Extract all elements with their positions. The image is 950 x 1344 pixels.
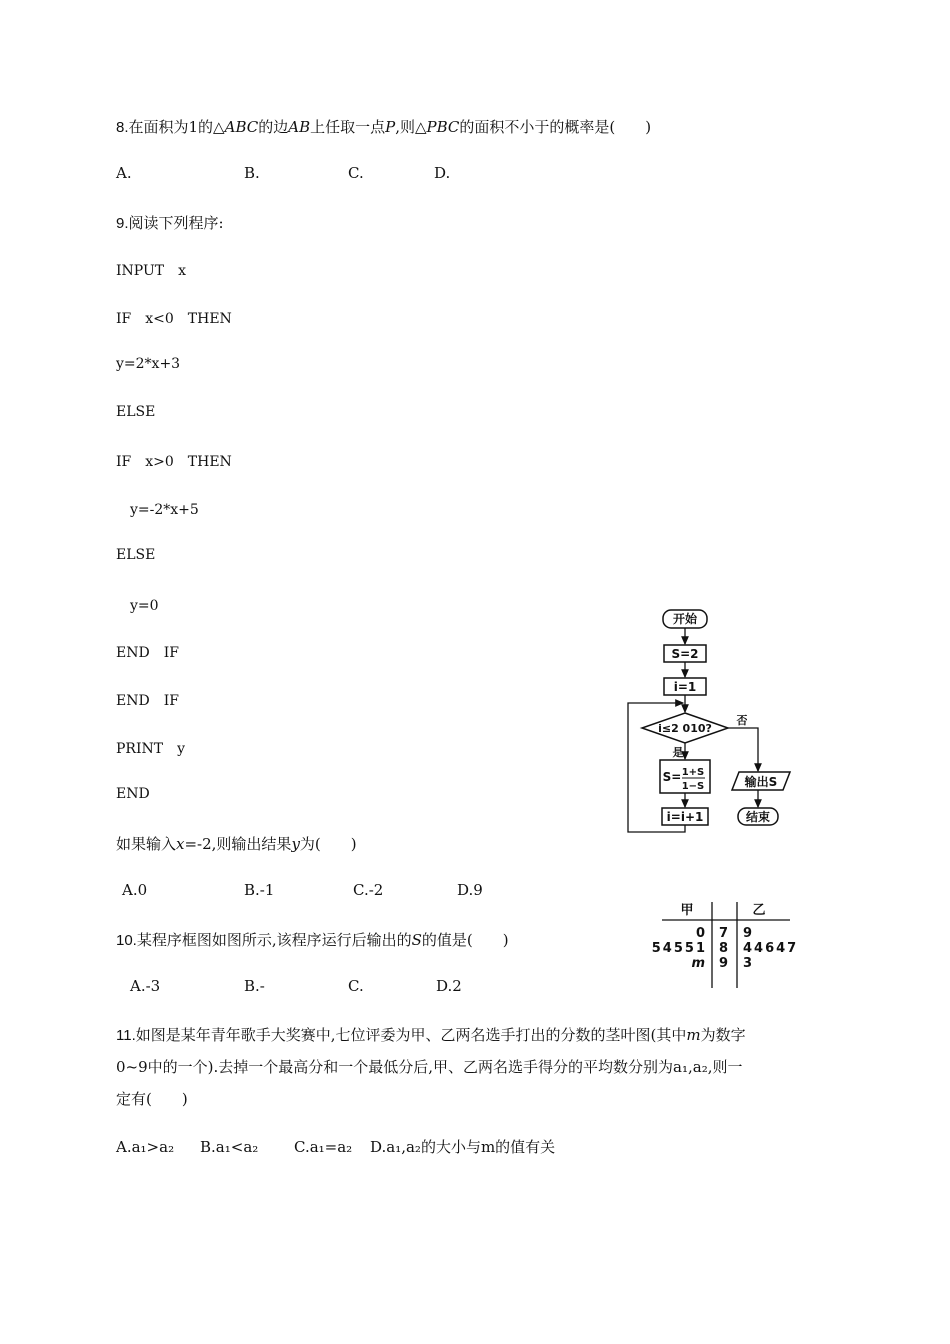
code-line: IF x<0 THEN (116, 311, 232, 327)
q9-number: 9. (116, 215, 129, 232)
code-line: END (116, 786, 150, 802)
flowchart-start-label: 开始 (672, 612, 698, 626)
flowchart-update-denominator: 1−S (681, 781, 705, 792)
q10-option-a: A.-3 (130, 977, 161, 995)
q9-question: 如果输入x=-2,则输出结果y为( ) (116, 835, 357, 853)
flowchart-yes-label: 是 (672, 746, 684, 759)
stem-leaf-stem: 8 (718, 941, 731, 956)
stem-leaf-header-left: 甲 (680, 903, 696, 918)
q9-option-d: D.9 (457, 881, 483, 899)
stem-leaf-right-leaves: 44647 (743, 941, 799, 956)
stem-leaf-stem: 9 (718, 956, 731, 971)
code-line: ELSE (116, 404, 156, 420)
q9-option-b: B.-1 (244, 881, 275, 899)
q8-option-d: D. (434, 164, 451, 182)
stem-leaf-left-leaves: m (691, 956, 707, 971)
code-line: INPUT x (116, 263, 186, 279)
q8-text: 8.在面积为1的△ABC的边AB上任取一点P,则△PBC的面积不小于的概率是( ) (116, 118, 652, 136)
q8-option-a: A. (116, 164, 132, 182)
q11-option-c: C.a₁=a₂ (294, 1138, 353, 1156)
stem-leaf-left-leaves: 0 (695, 926, 707, 941)
q10-number: 10. (116, 932, 137, 949)
q11-options (116, 1136, 555, 1157)
q8-options (116, 164, 450, 182)
q11-option-d: D.a₁,a₂的大小与m的值有关 (370, 1138, 556, 1156)
flowchart-update-lhs: S= (662, 770, 682, 784)
q8-option-b: B. (244, 164, 260, 182)
stem-leaf-plot (650, 896, 800, 992)
flowchart-update-numerator: 1+S (681, 767, 705, 778)
code-line: y=0 (116, 598, 159, 614)
flowchart-end-label: 结束 (745, 810, 771, 824)
code-line: y=-2*x+5 (116, 502, 199, 518)
q9-option-c: C.-2 (353, 881, 384, 899)
code-line: PRINT y (116, 741, 185, 757)
flowchart-output-label: 输出S (744, 775, 778, 789)
flowchart-i-init-label: i=1 (673, 680, 697, 694)
stem-leaf-right-leaves: 3 (743, 956, 755, 971)
q10-option-d: D.2 (436, 977, 462, 995)
flowchart (620, 600, 820, 840)
q11-option-a: A.a₁>a₂ (116, 1138, 175, 1156)
q9-options (122, 881, 483, 899)
q11-line2: 0~9中的一个).去掉一个最高分和一个最低分后,甲、乙两名选手得分的平均数分别为a₁,a₂,则一 (116, 1058, 743, 1076)
stem-leaf-left-leaves: 54551 (651, 941, 707, 956)
q11-number: 11. (116, 1027, 136, 1044)
flowchart-s-init-label: S=2 (671, 647, 699, 661)
code-line: ELSE (116, 547, 156, 563)
q9-option-a: A.0 (122, 881, 148, 899)
flowchart-no-label: 否 (736, 714, 748, 727)
q11-line3: 定有( ) (116, 1090, 188, 1108)
flowchart-no-arrow (728, 728, 758, 771)
code-line: y=2*x+3 (116, 356, 181, 372)
code-line: IF x>0 THEN (116, 454, 232, 470)
stem-leaf-stem: 7 (718, 926, 731, 941)
q10-options (130, 977, 462, 995)
stem-leaf-right-leaves: 9 (743, 926, 755, 941)
q10-option-b: B.- (244, 977, 265, 995)
code-line: END IF (116, 645, 179, 661)
q10-option-c: C. (348, 977, 364, 995)
flowchart-condition-label: i≤2 010? (658, 722, 712, 735)
code-line: END IF (116, 693, 179, 709)
flowchart-increment-label: i=i+1 (666, 810, 704, 824)
q11-line1: 11.如图是某年青年歌手大奖赛中,七位评委为甲、乙两名选手打出的分数的茎叶图(其中m为数字 (116, 1026, 746, 1044)
q8-option-c: C. (348, 164, 364, 182)
q11-option-b: B.a₁<a₂ (200, 1138, 259, 1156)
q9-intro: 9.阅读下列程序: (116, 214, 224, 232)
q8-number: 8. (116, 119, 129, 136)
q10-text: 10.某程序框图如图所示,该程序运行后输出的S的值是( ) (116, 931, 509, 949)
stem-leaf-header-right: 乙 (752, 903, 768, 918)
